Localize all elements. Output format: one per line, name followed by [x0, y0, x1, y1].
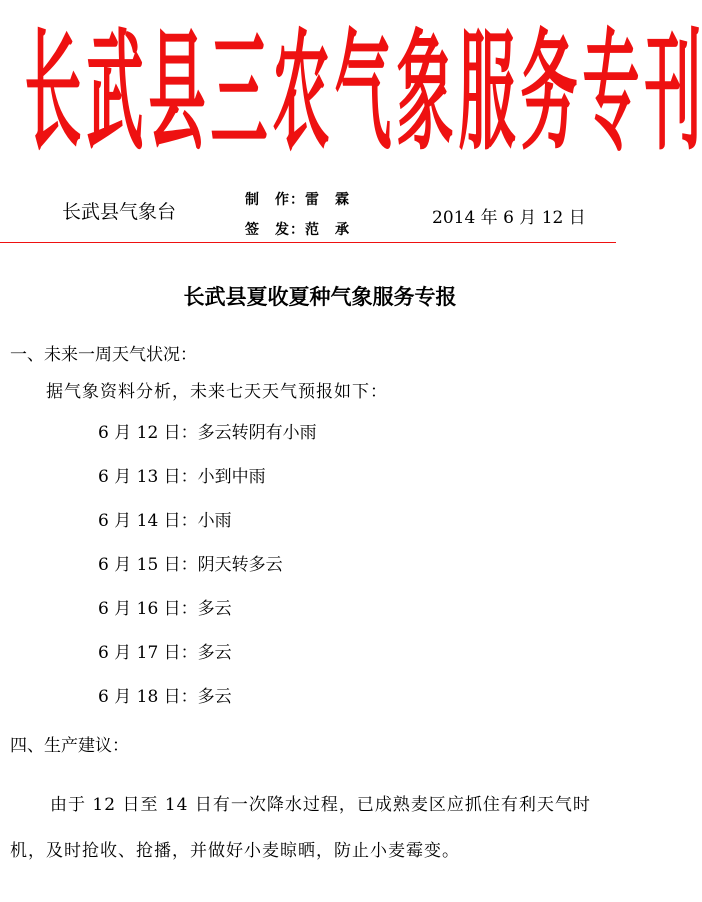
signer-line: 签 发：范 承 — [245, 222, 350, 238]
forecast-weather: 小到中雨 — [197, 467, 266, 487]
forecast-list — [98, 421, 317, 729]
forecast-item — [98, 421, 317, 465]
masthead-char: 象 — [396, 15, 454, 169]
masthead-char: 县 — [148, 15, 206, 169]
forecast-date: 6 月 12 日： — [98, 423, 198, 443]
forecast-weather: 多云 — [197, 643, 232, 663]
forecast-date: 6 月 17 日： — [98, 643, 198, 663]
masthead-char: 服 — [458, 15, 516, 169]
forecast-item — [98, 685, 317, 729]
issuer-name: 长武县气象台 — [62, 201, 177, 223]
forecast-item — [98, 465, 317, 509]
document-title: 长武县夏收夏种气象服务专报 — [183, 284, 457, 309]
producer-line: 制 作：雷 霖 — [245, 192, 350, 208]
forecast-weather: 多云转阴有小雨 — [197, 423, 317, 443]
forecast-item — [98, 553, 317, 597]
forecast-date: 6 月 13 日： — [98, 467, 198, 487]
forecast-weather: 小雨 — [197, 511, 232, 531]
forecast-item — [98, 597, 317, 641]
section-heading-weather: 一、未来一周天气状况： — [10, 345, 197, 365]
masthead-title — [22, 8, 702, 178]
masthead-char: 刊 — [644, 15, 702, 169]
issue-date: 2014 年 6 月 12 日 — [432, 208, 586, 228]
masthead-char: 长 — [24, 15, 82, 169]
forecast-intro: 据气象资料分析，未来七天天气预报如下： — [46, 382, 388, 402]
forecast-date: 6 月 18 日： — [98, 687, 198, 707]
masthead-char: 气 — [334, 15, 392, 169]
masthead-char: 务 — [520, 15, 578, 169]
forecast-date: 6 月 15 日： — [98, 555, 198, 575]
masthead-char: 农 — [272, 15, 330, 169]
masthead-char: 三 — [210, 15, 268, 169]
masthead-char: 武 — [86, 15, 144, 169]
forecast-item — [98, 641, 317, 685]
header-divider — [0, 242, 616, 243]
masthead-char: 专 — [582, 15, 640, 169]
forecast-weather: 多云 — [197, 599, 232, 619]
forecast-weather: 阴天转多云 — [197, 555, 283, 575]
forecast-date: 6 月 16 日： — [98, 599, 198, 619]
forecast-item — [98, 509, 317, 553]
section-heading-advice: 四、生产建议： — [10, 736, 129, 756]
forecast-weather: 多云 — [197, 687, 232, 707]
production-advice: 由于 12 日至 14 日有一次降水过程，已成熟麦区应抓住有利天气时机，及时抢收、抢播，并做好小麦晾晒，防止小麦霉变。 — [10, 795, 591, 861]
forecast-date: 6 月 14 日： — [98, 511, 198, 531]
